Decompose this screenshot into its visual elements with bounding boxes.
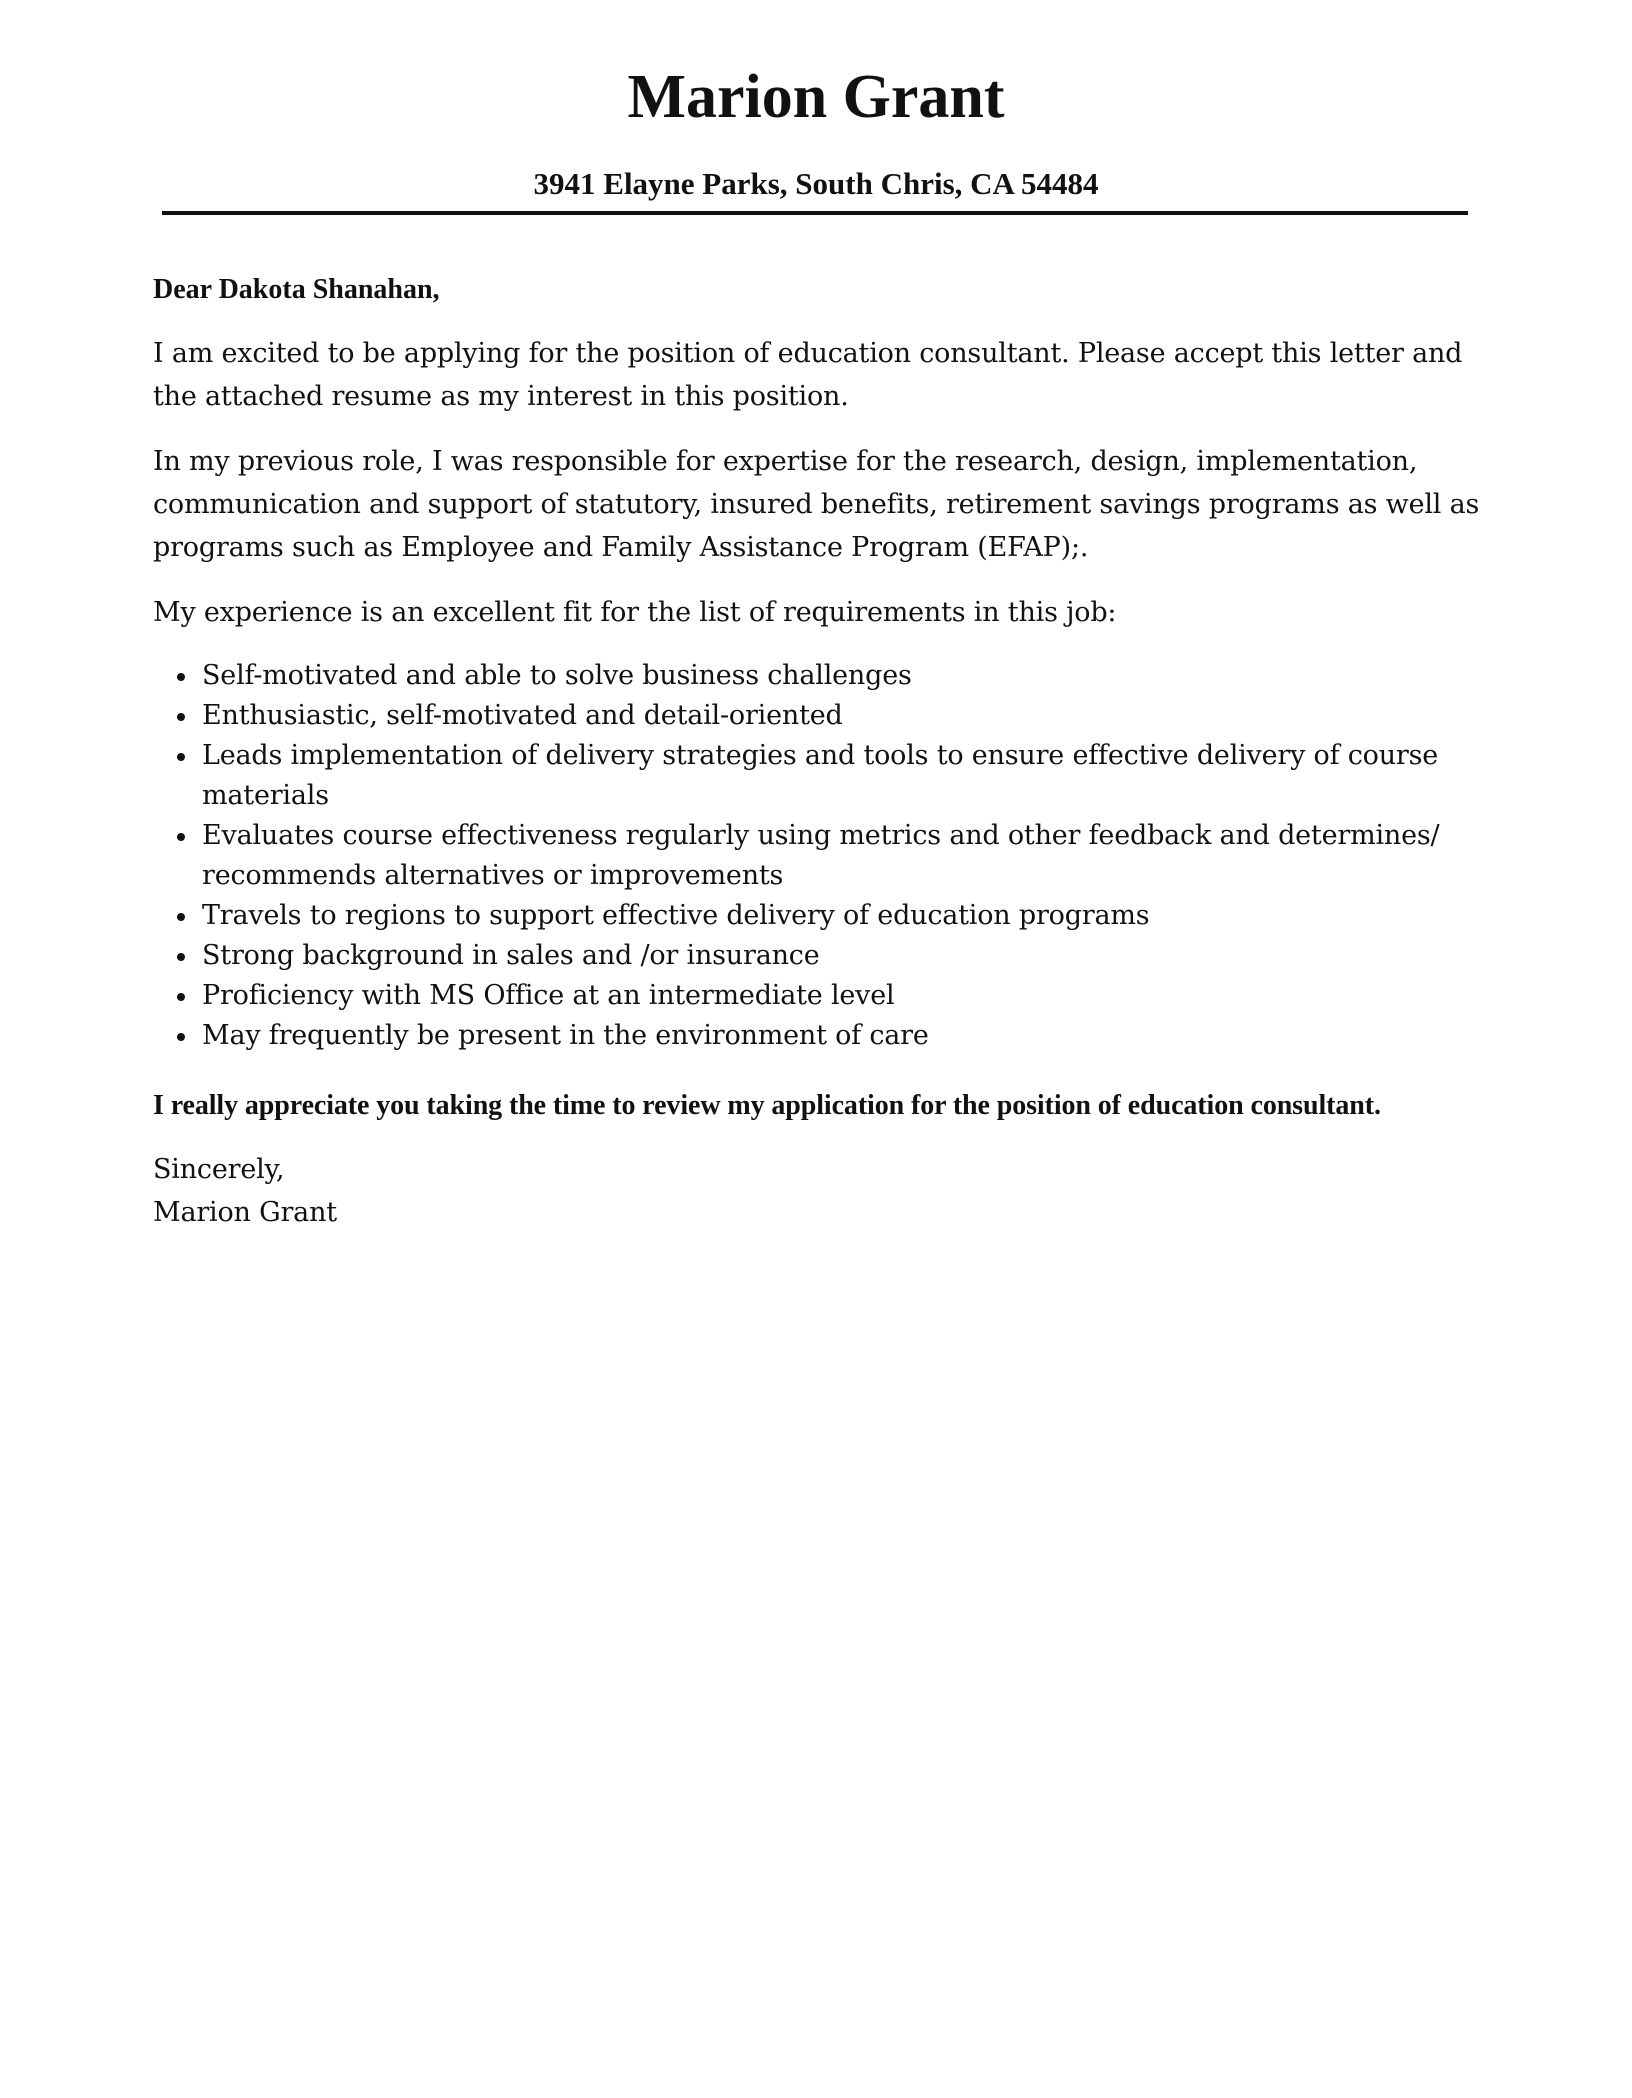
list-item-text: Self-motivated and able to solve business challenges	[202, 660, 912, 691]
list-item	[153, 976, 1483, 1016]
bullet-icon	[177, 913, 185, 921]
list-item-text: Travels to regions to support effective delivery of education programs	[202, 900, 1150, 931]
closing-statement: I really appreciate you taking the time to review my application for the position of education consultant.	[153, 1090, 1381, 1121]
bullet-icon	[177, 833, 185, 841]
bullet-icon	[177, 753, 185, 761]
bullet-icon	[177, 953, 185, 961]
list-item	[153, 816, 1483, 896]
intro-paragraph: I am excited to be applying for the position of education consultant. Please accept this letter and the attached resume as my interest in this position.	[153, 338, 1463, 412]
list-item-text: Evaluates course effectiveness regularly using metrics and other feedback and determines/ recommends alternatives or improvements	[202, 820, 1440, 891]
list-item	[153, 696, 1483, 736]
list-item	[153, 736, 1483, 816]
experience-paragraph: In my previous role, I was responsible for expertise for the research, design, implementation, communication and support of statutory, insured benefits, retirement savings programs as well as programs such as Employee and Family Assistance Program (EFAP);.	[153, 446, 1480, 563]
list-item-text: Leads implementation of delivery strategies and tools to ensure effective delivery of course materials	[202, 740, 1439, 811]
list-item	[153, 896, 1483, 936]
list-item	[153, 656, 1483, 696]
signoff: Sincerely,	[153, 1154, 285, 1185]
signature-name: Marion Grant	[153, 1197, 337, 1228]
salutation: Dear Dakota Shanahan,	[153, 274, 440, 305]
applicant-address: 3941 Elayne Parks, South Chris, CA 54484	[533, 166, 1099, 201]
letter-body	[153, 270, 1483, 1234]
list-item	[153, 1016, 1483, 1056]
list-item-text: Strong background in sales and /or insurance	[202, 940, 820, 971]
requirements-intro: My experience is an excellent fit for the list of requirements in this job:	[153, 597, 1117, 628]
list-item-text: May frequently be present in the environment of care	[202, 1020, 929, 1051]
header-divider	[162, 211, 1468, 215]
bullet-icon	[177, 713, 185, 721]
applicant-name: Marion Grant	[627, 63, 1005, 131]
requirements-list	[153, 656, 1483, 1056]
bullet-icon	[177, 993, 185, 1001]
list-item-text: Proficiency with MS Office at an intermediate level	[202, 980, 895, 1011]
bullet-icon	[177, 673, 185, 681]
list-item	[153, 936, 1483, 976]
list-item-text: Enthusiastic, self-motivated and detail-oriented	[202, 700, 843, 731]
bullet-icon	[177, 1033, 185, 1041]
